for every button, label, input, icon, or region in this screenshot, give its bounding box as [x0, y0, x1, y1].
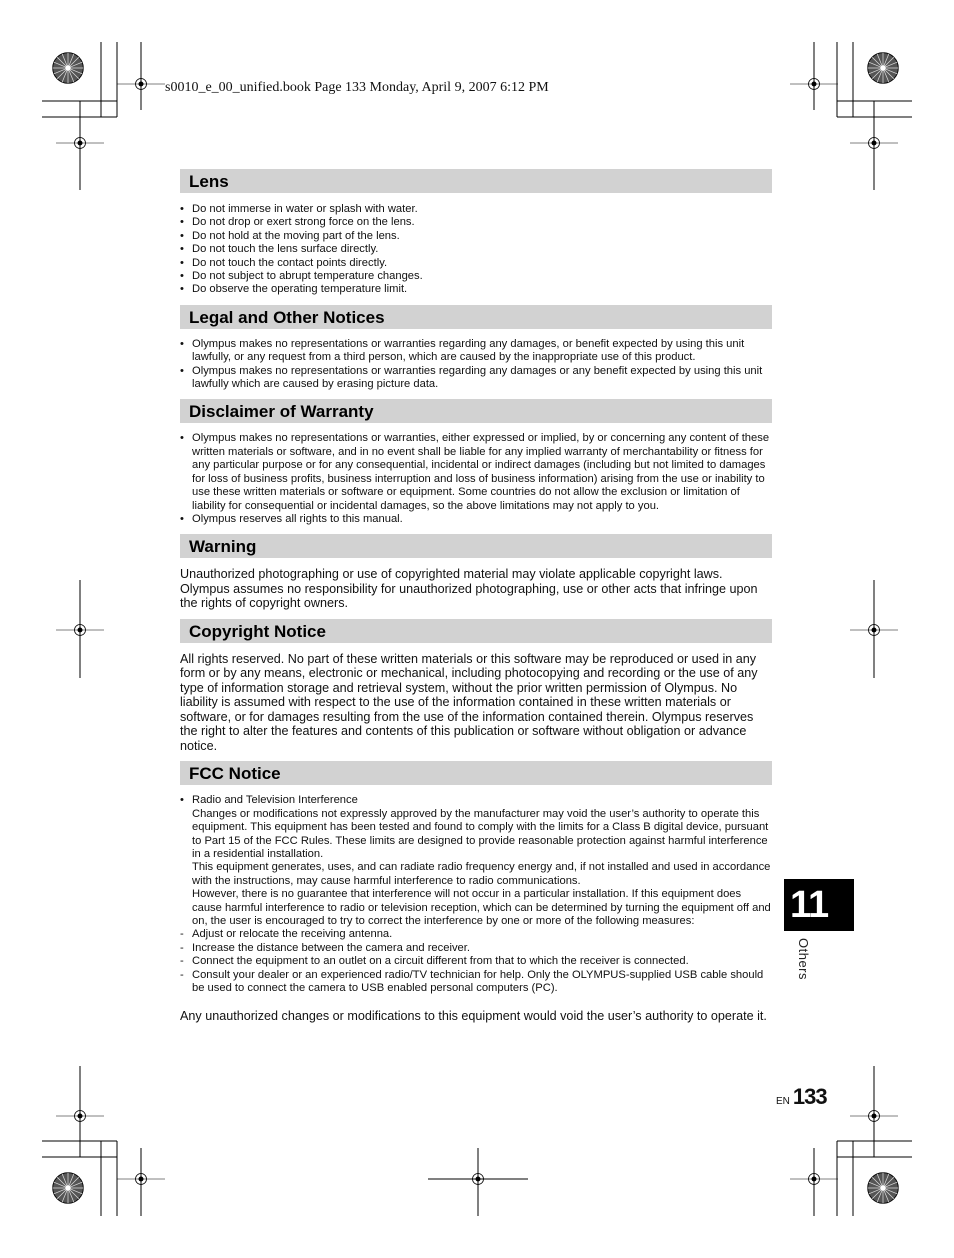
- chapter-label: Others: [796, 938, 811, 981]
- list-item: • Do observe the operating temperature limit.: [180, 283, 772, 296]
- page-number: [776, 1084, 827, 1110]
- list-item: • Radio and Television Interference: [180, 794, 772, 807]
- disclaimer-list: [180, 432, 772, 526]
- chapter-tab: 11: [784, 879, 854, 931]
- fcc-paragraph: Changes or modifications not expressly approved by the manufacturer may void the user’s authority to operate this equipment. This equipment has been tested and found to comply with the limits for a Class B digital device, pursuant to Part 15 of the FCC Rules. These limits are designed to provide reasonable protection against harmful interference in a residential installation.: [192, 807, 769, 860]
- list-item: • Olympus makes no representations or warranties, either expressed or implied, by or concerning any content of these written materials or software, and in no event shall be liable for any implied warranty of merchantability or fitness for any particular purpose or for any consequential, incidental or indirect damages (including but not limited to damages for loss of business profits, business interruption and loss of business information) arising from the use or inability to use these written materials or software or equipment. Some countries do not allow the exclusion or limitation of liability for consequential or incidental damages, so the above limitations may not apply to you.: [180, 432, 772, 512]
- section-heading-legal: Legal and Other Notices: [180, 305, 772, 329]
- fcc-measures-list: [180, 928, 772, 995]
- lens-list: [180, 203, 772, 297]
- list-item: • Do not immerse in water or splash with water.: [180, 203, 772, 216]
- section-heading-copyright: Copyright Notice: [180, 619, 772, 643]
- list-item: • Olympus makes no representations or warranties regarding any damages, or benefit expected by using this unit lawfully, or any request from a third person, which are caused by the inappropriate use of this product.: [180, 338, 772, 365]
- page-number-value: 133: [792, 1084, 827, 1109]
- list-item: - Adjust or relocate the receiving antenna.: [180, 928, 772, 941]
- section-heading-disclaimer: Disclaimer of Warranty: [180, 399, 772, 423]
- list-item: - Connect the equipment to an outlet on a circuit different from that to which the receiver is connected.: [180, 955, 772, 968]
- legal-list: [180, 338, 772, 392]
- warning-text: Unauthorized photographing or use of copyrighted material may violate applicable copyright laws. Olympus assumes no responsibility for unauthorized photographing, use or other acts that infringe upon the rights of copyright owners.: [180, 567, 758, 611]
- fcc-closing-text: Any unauthorized changes or modifications to this equipment would void the user’s authority to operate it.: [180, 1009, 767, 1024]
- list-item: • Do not touch the lens surface directly.: [180, 243, 772, 256]
- list-item: • Do not touch the contact points directly.: [180, 257, 772, 270]
- fcc-paragraph: This equipment generates, uses, and can radiate radio frequency energy and, if not installed and used in accordance with the instructions, may cause harmful interference to radio communications.: [192, 861, 771, 887]
- list-item: - Consult your dealer or an experienced radio/TV technician for help. Only the OLYMPUS-supplied USB cable should be used to connect the camera to USB enabled personal computers (PC).: [180, 969, 772, 996]
- book-file-header: s0010_e_00_unified.book Page 133 Monday, April 9, 2007 6:12 PM: [165, 80, 549, 95]
- page-content: [180, 169, 772, 1024]
- fcc-list: [180, 794, 772, 807]
- fcc-paragraph: However, there is no guarantee that interference will not occur in a particular installation. If this equipment does cause harmful interference to radio or television reception, which can be determined by turning the equipment off and on, the user is encouraged to try to correct the interference by one or more of the following measures:: [192, 888, 771, 927]
- list-item: • Olympus reserves all rights to this manual.: [180, 513, 772, 526]
- list-item: - Increase the distance between the camera and receiver.: [180, 942, 772, 955]
- list-item: • Do not drop or exert strong force on the lens.: [180, 216, 772, 229]
- list-item: • Olympus makes no representations or warranties regarding any damages or any benefit expected by using this unit lawfully which are caused by erasing picture data.: [180, 365, 772, 392]
- list-item: • Do not subject to abrupt temperature changes.: [180, 270, 772, 283]
- section-heading-warning: Warning: [180, 534, 772, 558]
- page-language: EN: [776, 1096, 790, 1107]
- copyright-text: All rights reserved. No part of these written materials or this software may be reproduced or used in any form or by any means, electronic or mechanical, including photocopying and recording or the use of any type of information storage and retrieval system, without the prior written permission of Olympus. No liability is assumed with respect to the use of the information contained in these written materials or software, or for damages resulting from the use of the information contained therein. Olympus reserves the right to alter the features and contents of this publication or software without obligation or advance notice.: [180, 651, 758, 753]
- list-item: • Do not hold at the moving part of the lens.: [180, 230, 772, 243]
- section-heading-fcc: FCC Notice: [180, 761, 772, 785]
- section-heading-lens: Lens: [180, 169, 772, 193]
